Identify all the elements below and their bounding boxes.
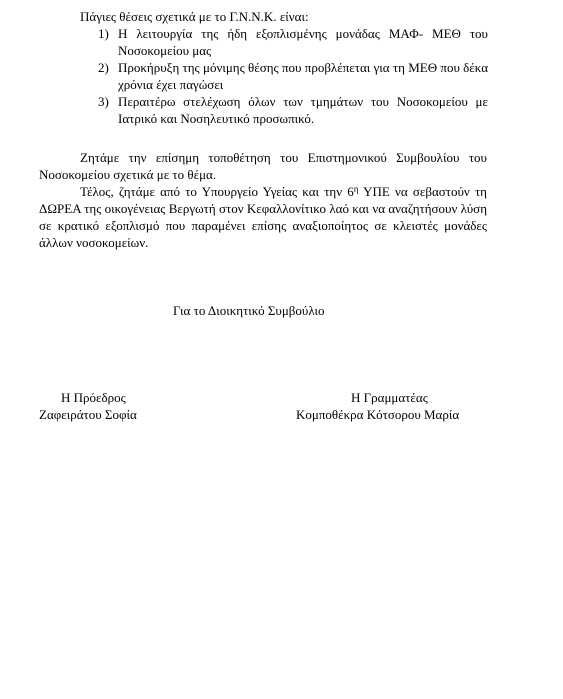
ordinal-superscript: η — [353, 184, 359, 194]
list-item-text: Προκήρυξη της μόνιμης θέσης που προβλέπεται για τη ΜΕΘ που δέκα χρόνια έχει παγώσει — [118, 60, 488, 92]
list-item-text: Περαιτέρω στελέχωση όλων των τμημάτων του Νοσοκομείου με Ιατρικό και Νοσηλευτικό προσωπικό. — [118, 94, 488, 126]
positions-list — [98, 25, 488, 127]
donation-paragraph — [39, 183, 487, 251]
intro-line: Πάγιες θέσεις σχετικά με το Γ.Ν.Ν.Κ. είναι: — [80, 9, 309, 24]
secretary-name: Κομποθέκρα Κότσορου Μαρία — [296, 407, 460, 422]
list-item — [98, 59, 488, 93]
donation-paragraph-start: Τέλος, ζητάμε από το Υπουργείο Υγείας και την 6 — [80, 184, 354, 199]
president-role: Η Πρόεδρος — [61, 390, 126, 405]
list-item-number: 3) — [98, 94, 109, 109]
donation-paragraph-rest: ΥΠΕ να σεβαστούν τη ΔΩΡΕΑ της οικογένειας Βεργωτή στον Κεφαλλονίτικο λαό και να αναζητήσουν λύση σε κρατικό εξοπλισμό που παραμένει επίσης αναξιοποίητος σε κλειστές μονάδες άλλων νοσοκομείων. — [39, 184, 487, 250]
secretary-role: Η Γραμματέας — [351, 390, 428, 405]
list-item-number: 2) — [98, 60, 109, 75]
scientific-council-paragraph: Ζητάμε την επίσημη τοποθέτηση του Επιστημονικού Συμβουλίου του Νοσοκομείου σχετικά με το θέμα. — [39, 150, 487, 182]
list-item-number: 1) — [98, 26, 109, 41]
list-item — [98, 93, 488, 127]
list-item — [98, 25, 488, 59]
president-name: Ζαφειράτου Σοφία — [39, 407, 137, 422]
board-signature-heading: Για το Διοικητικό Συμβούλιο — [173, 303, 325, 318]
list-item-text: Η λειτουργία της ήδη εξοπλισμένης μονάδας ΜΑΦ- ΜΕΘ του Νοσοκομείου μας — [118, 26, 488, 58]
